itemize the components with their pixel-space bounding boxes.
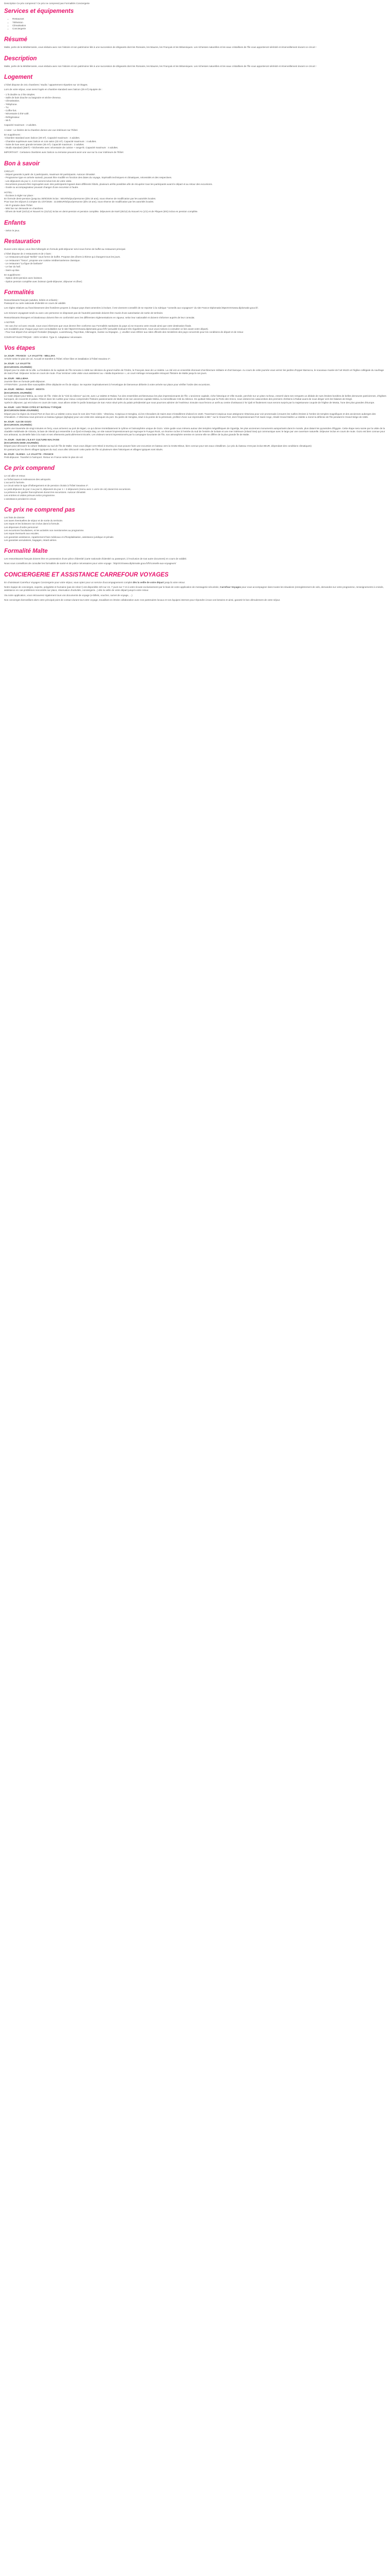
prix-ne-comprend-heading: Ce prix ne comprend pas [4, 506, 75, 513]
service-item: • Climatisation [12, 24, 387, 27]
day-title: 7e JOUR : SUD DE L'ILE ET CULTURE MALTAISE (EXCURSION DEMI-JOURNÉE) [4, 438, 60, 444]
day-text: Départ pour découvrir la culture Maltaise au sud de l'île de Malte. Vous vous dirigez vers Wied iz-Zurrieq où vous pouvez faire une excursion en bateau vers la Grotte Bleue, bien connue pour ses eaux cristallines. (Le prix du bateau n'est pas inclus 8EUR, dépendant des conditions climatiques) En passant par les divers villages typiques du sud, vous allez découvrir cette partie de l'île où plusieurs sites historiques et villages typiques sont situés. [4, 445, 312, 451]
conciergerie-p2-post: pour vous accompagner dans toutes les situations (enregistrement de vols, demandes sur votre programme, renseignements à croisés, assistance en cas problèmes rencontrés sur place, réservation d'activités, conciergerie...) dès la veille de votre départ jusqu'à votre retour. [4, 586, 384, 592]
conciergerie-p4: Nos concierges bienveillant alors votre principal point de contact durant tout votre voyage, travaillant en étroite collaboration avec nos partenaires locaux et nos équipes internes pour répondre à tous vos besoins et ainsi, garantir le bon déroulement de votre séjour. [4, 598, 281, 601]
day-text: Après une traversée de vingt minutes en ferry, vous arriverez au port de Mgarr, ce qui donne immédiatement le rythme et l'atmosphère unique de Gozo. Votre guide vous mènera autour des temples mégalithiques de Ggantija, les plus anciennes monuments autoportants dans le monde, plus datant les pyramides d'Égypte. Cette étape sera suivie par la visite de la citadelle médiévale de Victoria, la baie de Xlendi qui ressemble à un fjord et Dwejra Bay, un site naturel impressionnant qui regroupe le Fungus Rock, un énorme rocher à l'entrée du sud de l'entrée de la Baie et une mer intérieure (Inland Sea) qui communique avec le large par une ouverture naturelle. Déjeuner inclus en cours de route. Gozo est bien connue pour son artisanat, sa dentelle faite à la main et ses vêtements particulièrement tricotés. Les visiteurs seront impressionnés par la campagne luxuriante de l'île, son atmosphère sereine et comme elle se diffère de la plus grande île de Malte. [4, 427, 385, 436]
services-heading: Services et équipements [4, 8, 74, 15]
restauration-p3: En supplément : - Option demi-pension avec boisson. - Option pension complète avec boisson (petit-déjeuner, déjeuner et dîner) [4, 273, 83, 283]
day-title: 8e JOUR : SLIEMA - LA VALETTE - FRANCE [4, 452, 54, 455]
description-heading: Description [4, 55, 37, 62]
day-title: 2e JOUR : LA VALETTE (EXCURSION JOURNÉE) [4, 362, 32, 368]
day-text: Le matin départ pour Mdina, au cœur de l'île. Visite de la "Cité du Silence" qui est, avec La Valette et Rabat, l'un des ensembles architecturaux les plus impressionnants de l'île. L'ancienne capitale, riche historique et Ville murale, perchée sur un piton rocheux, enserré dans ses remparts un dédale de rues étroites bordées de belles demeures patriciennes, d'églises baroques, de couvents et palais. Flânez dans les ruelles pour mieux comprendre l'histoire passionnante de Malte et de son ancienne capitale Mdina, la merveilleuse Cité du Silence. En quittant Mina par la Porte des Grecs, nous visitons les catacombes des premiers chrétiens à Rabat avant de nous diriger vers les falaises de Dingli. Après le déjeuner, qui est inclus en cours de route, nous allons visiter le jardin botanique de San Anton situé près du palais présidentiel que nous pourrons admirer de l'extérieur. Ensuite nous ferons un arrêt au centre d'artisanat à Ta' Qali et finalement nous serons surpris par la majestueuse coupole de l'église de Mosta, l'une des plus grandes d'Europe. [4, 395, 386, 404]
logement-supplement: En supplément : -Chambre standard avec balcon (30 m²). Capacité maximum : 4 adultes. - Chambre supérieure avec balcon et coin salon (33 m²). Capacité maximum : 4 adultes. - Suite de luxe avec grande terrasse (45 m²). Capacité maximum : 2 adultes. - Studio standard (38m²) + kitchenette avec nécessaire de cuisine + range-lit. Capacité maximum : 4 adultes. [4, 133, 119, 149]
day-text: Départ pour la visite de la ville. La fondation de la capitale de l'île remonte à 1566 sur décision du grand maître de l'Ordre, le Français Jean de La Valette. La cité est un ensemble étonnant d'architecture militaire et d'art baroque. Au cours de cette journée vous verrez les jardins d'Upper Barracca, le nouveaux musée de l'art MUZA et l'église collégiale du naufrage de Saint Paul. Déjeuner inclus en cours de route. Pour terminer cette visite vous assisterez au « Malta Experience », un court métrage remarquable retraçant l'histoire de Malte jusqu'à nos jours. [4, 369, 384, 375]
conciergerie-p1-pre: En choisissant Carrefour Voyages Conciergerie pour votre séjour, vous optez pour un service d'accompagnement complet [4, 581, 133, 584]
conciergerie-heading: CONCIERGERIE ET ASSISTANCE CARREFOUR VOYAGES [4, 571, 169, 578]
page [0, 0, 391, 607]
logement-p1: L'hôtel dispose de 241 chambres / studio / appartement réparties sur 10 étages. [4, 83, 88, 87]
formalite-malte-heading: Formalité Malte [4, 548, 48, 555]
bonasavoir-hotel: HOTEL : - Écoluse à régler sur place : En formule demi-pension (jusqu'au 30/6/2026 inclus : 5EUR/séjour/personne (dès 18 ans), sous réserve de modification par les autorités locales. Pour tous les séjours à compter du 1/07/2026 : 22,50EUR/séjour/personne (dès 18 ans), sous réserve de modification par les autorités locales. - Wi-Fi gratuite dans l'hôtel. - Mini bar sur demande en chambres. - Dîners de Noël (24/12) et Nouvel An (31/12) inclus en demi-pension et pension complète. Déjeuners de Noël (25/12) du Nouvel An (1/1) et de Pâques (9/4) inclus en pension complète. [4, 191, 198, 213]
logement-important: IMPORTANT : Certaines chambres avec balcon ou terrasse peuvent avoir une vue sur la cour intérieure de l'hôtel. [4, 151, 124, 154]
day-text: Départ pour la région du Grand Port en face de La Valette connu sous le nom des Trois Cités - Vittoriosa, Cospicua et Senglea, où les Chevaliers de Saint-Jean s'installèrent d'abord en 1530. Traversant Cospicua nous atteignons Vittoriosa pour voir promenade à travers les ruelles étroites à l'ombre de temples magnifiques et des anciennes auberges des Chevaliers. A Vittoriosa nous prenons un bateau typique (dghajsa) pour une visite des calanques du port. Du jardin de Senglea, situé à la pointe de la péninsule, profitez d'une vue imprenable à 360 ° sur le Grand Port, dont l'impressionnant Fort Saint-Ange, résidé Grand Maître La Valette a mené la défense de l'île pendant le Grand Siège de 1565. [4, 412, 376, 418]
etapes-heading: Vos étapes [4, 345, 36, 351]
description-text: Malte, perle de la Méditerranée, vous séduira avec son histoire et son patrimoine liés à une succession de dirigeants dont les Romains, les Maures, les Français et les Britanniques. Les richesses naturelles et les eaux cristallines de l'île vous apporteront sérénité et émerveillement durant ce circuit ! [4, 64, 316, 67]
formalite-malte-p2: Nous vous conseillons de consulter les formalités de santé et de police nécessaires pour votre voyage : httpXXXXwww.diplomatie.gouv.fr/fr/conseils-aux-voyageurs/ [4, 562, 176, 565]
prix-comprend-heading: Ce prix comprend [4, 465, 55, 472]
formalites-p2: Les règles relatives au franchissement des frontières propres à chaque pays étant amenées à évoluer, il est vivement conseillé de se reporter à la rubrique "conseils aux voyageurs" du site France Diplomatie,httpsXXXXwww.diplomatie.gouv.fr/. [4, 307, 259, 310]
conciergerie-p2 [4, 586, 387, 592]
conciergerie-p1-bold: dès la veille de votre départ [133, 581, 164, 584]
conciergerie-p1 [4, 581, 387, 584]
day-title: 5e JOUR : LES TROIS CITÉS ET BATEAU TYPIQUE (EXCURSION DEMI-JOURNÉE) [4, 405, 61, 412]
logement-equipment: - 1 lit double ou 2 lits simples. - Salle de bain douche ou baignoire et sèche-cheveux. - Climatisation. - Téléphone. - TV. - Coffre-fort. - Nécessaire à thé-café. - Réfrigérateur. - Wi-fi. [4, 93, 61, 122]
day-text: Journée libre en formule petit-déjeuner. ATTENTION : journée libre susceptible d'être déplacée en fin de séjour. Se reporter impérativement à l'enveloppe de bienvenue délivrée à votre arrivée sur place pour vérifier l'ordre des excursions. [4, 380, 210, 386]
service-item: • Conciergerie [12, 27, 387, 30]
conciergerie-p2-pre: Notre équipe de concierges, experte, polyglotte et humaine (pas de robot !) est disponible 24h sur 24, 7 jours sur 7 et à votre écoute exclusivement par le biais de votre application de messagerie sécurisée, [4, 586, 220, 589]
service-item: • Restaurant [12, 18, 387, 21]
restauration-p2: L'hôtel dispose de 2 restaurants et de 2 bars : - Le restaurant principal "Bellini" sous forme de buffet. Propose des dîners à thème qui changent tous les jours. - Le restaurant "Tosca", propose une cuisine méditerranéenne classique. - Le restaurant "La figue de barbarie" - Le bar du hall. - Swim-up Bar. [4, 252, 121, 272]
bonasavoir-circuit: CIRCUIT : - Départ garantis à partir de 2 participants, maximum 50 participants. Autocar climatisé. - Programme type en arrivée samedi, pouvant être modifié en fonction des dates du voyage, impératifs techniques et climatiques, nécessités et des respectives. - Les déjeuners du jour 2, 4 et 6 seront inclus lors de votre visite. - Excursions pouvant être regroupées avec des participants logeant dans différents hôtels, plusieurs arrêts possibles afin de récupérer tous les participants avant le départ et au retour des excursions. - Guide ou accompagnateur pouvant changer d'une excursion à l'autre. [4, 170, 213, 189]
etapes-list [4, 354, 387, 460]
day-title: 6e JOUR : ILE DE GOZO (EXCURSION JOURNÉE) [4, 420, 32, 427]
day-title: 3e JOUR : MELLIEHA [4, 377, 28, 380]
formalites-courant: COURANT ELECTRIQUE : 230V et 50Hz. Type G. Adaptateur nécessaire. [4, 335, 83, 338]
restauration-heading: Restauration [4, 238, 41, 245]
logement-p4: A noter : Le linéère de la chambre donne une vue intérieure sur l'hôtel. [4, 128, 78, 131]
bonasavoir-heading: Bon à savoir [4, 160, 40, 167]
enfants-heading: Enfants [4, 219, 26, 226]
intro-line: Description Ce prix comprend / Ce prix ne comprend pas Formalités Conciergerie [4, 2, 90, 5]
prix-comprend-text: Le vol aller et retour. Le forfait taxes et redevances des aéroports. L'accueil à l'arrivée. Le circuit selon le type d'hébergement et de pension choisis à l'hôtel Seaview 4*. Le petit-déjeuner du jour 2 au jour 8, déjeuners du jour 4 + 3 déjeuners (menu avec 1 verre de vin) durant les excursions. La présence de guides francophones durant les excursions. Autocar climatisé. Les entrées et visites prévues selon programme. L'assistance pendant le circuit. [4, 474, 131, 500]
day-text: Arrivée selon le plan de vol. Accueil et transfert à l'hôtel. Dîner libre et installation à l'hôtel Seaview 4*. [4, 358, 111, 361]
formalites-anoter: A NOTER - En cas d'un vol avec escale, nous vous informons que vous devrez être conforme aux Formalités sanitaires du pays où se trouvera votre escale ainsi que votre destination finale. Les modalités pour chaque pays sont consultables sur le site httpsXXXXwww.diplomatie.gouv.fr/fr/ (actualité évoluant très régulièrement, nous vous invitons à consulter ce lien avant votre départ). - Pour tout départ d'un aéroport frontalier (Espagne, Luxembourg, Pays-Bas, Allemagne, Suisse ou Espagne...), veuillez vous référer aux sites officiels des ministères des pays concernés pour les conditions de départ et de retour. [4, 321, 244, 334]
logement-heading: Logement [4, 74, 32, 81]
day-title: 4e JOUR : MDINA - RABAT - MOSTA (EXCURSION JOURNÉE) [4, 388, 45, 394]
conciergerie-p2-bold: Carrefour Voyages [220, 586, 241, 589]
formalites-p1: Ressortissants français (adultes, bébés et enfants) : Passeport ou carte nationale d'identité en cours de validité. [4, 298, 67, 305]
prix-ne-comprend-text: Les frais de dossier. Les taxes éventuelles de séjour et de sortie du territoire. Les repas et les boissons non inclus dans la formule. Les dépenses d'ordre personnel Les excursions facultatives, et les activités non mentionnées au programme. Les repas éventuels aux escales. Les garanties assistance, rapatriement frais médicaux et d'hospitalisation, assistance juridique et pénale. Les garanties annulations, bagages, retard aérien. [4, 516, 115, 541]
service-item: • Télévision [12, 21, 387, 24]
formalites-p3: Les mineurs voyageant seuls ou avec une personne ne disposant pas de l'autorité parentale doivent être munis d'une autorisation de sortie de territoire. [4, 311, 164, 314]
formalites-p4: Ressortissants étrangers et binationaux doivent être en conformité avec les différentes réglementations en vigueur, selon leur nationalité et doivent s'informer auprès de leur consulat. [4, 316, 195, 319]
day-text: Petit-déjeuner. Transfert à l'aéroport. Retour en France selon le plan de vol. [4, 456, 84, 459]
resume-text: Malte, perle de la Méditerranée, vous séduira avec son histoire et son patrimoine liés à une succession de dirigeants dont les Romains, les Maures, les Français et les Britanniques. Les richesses naturelles et les eaux cristallines de l'île vous apporteront sérénité et émerveillement durant ce circuit ! [4, 46, 316, 49]
enfants-text: - Selon le jeux. [4, 229, 20, 232]
formalite-malte-p1: Les ressortissants français doivent être en possession d'une pièce d'identité (carte nationale d'identité ou passeport, à l'exclusion de tout autre document) en cours de validité. [4, 557, 187, 561]
restauration-p1: Durant votre séjour, vous êtes hébergés en formule petit-déjeuner servi sous forme de buffet au restaurant principal. [4, 247, 126, 250]
conciergerie-p1-post: jusqu'à votre retour. [164, 581, 186, 584]
conciergerie-p3: Via notre application, vous retrouverez également tous vos documents de voyage (e-billets, voucher, carnet de voyage, ...) [4, 594, 133, 597]
day-title: 1e JOUR : FRANCE - LA VALETTE - MELLIHA [4, 354, 55, 357]
services-list [12, 18, 387, 30]
logement-p3: Capacité maximum : 2 adultes. [4, 124, 37, 127]
resume-heading: Résumé [4, 37, 27, 43]
logement-p2: Lors de votre séjour, vous serez logés en chambre standard avec balcon (25 m²) équipée de : [4, 88, 103, 91]
formalites-heading: Formalités [4, 289, 35, 296]
